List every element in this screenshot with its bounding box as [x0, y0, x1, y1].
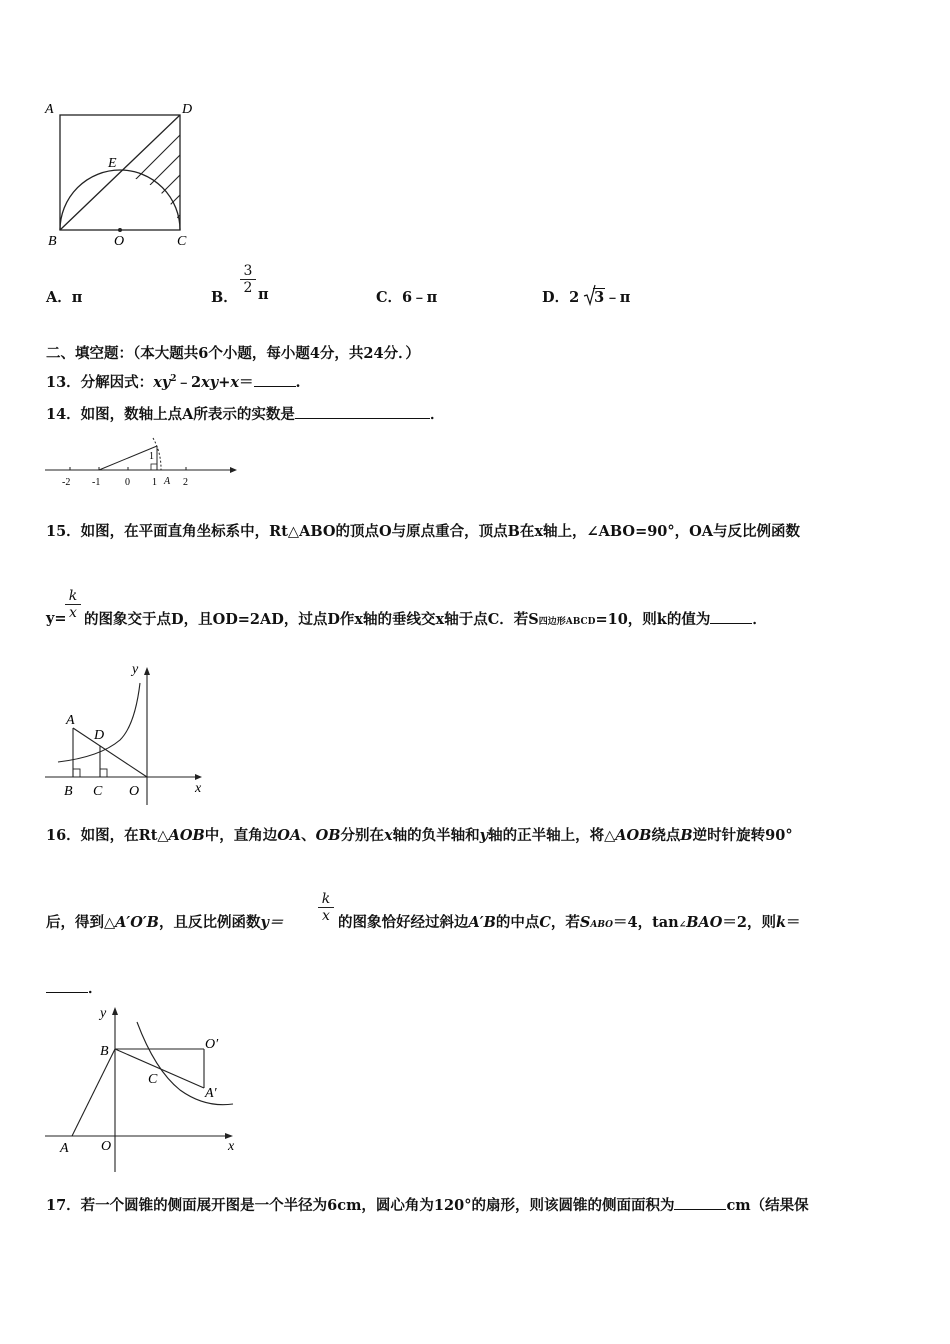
q15-answer-blank[interactable] [710, 609, 752, 624]
fig16-y: y [100, 1006, 107, 1021]
option-b-letter: B． [211, 289, 238, 306]
label-c: C [177, 234, 187, 249]
tick-neg2: -2 [62, 477, 71, 488]
fig16-a: A [60, 1141, 69, 1156]
q16-fraction: $\frac{k}{x}$ [318, 891, 334, 924]
fig16-c: C [148, 1072, 158, 1087]
option-c-letter: C． [376, 289, 403, 306]
question-16-line1: 16．如图，在Rt△AOB中，直角边OA、OB分别在x轴的负半轴和y轴的正半轴上，将△AOB绕点B逆时针旋转90° [46, 827, 793, 844]
q15-frac-den: x [69, 605, 77, 621]
option-a-letter: A． [46, 289, 72, 306]
q17-answer-blank[interactable] [674, 1195, 726, 1210]
height-label-1: 1 [149, 451, 154, 462]
q15-line2a: 的图象交于点D，且OD=2AD，过点D作x轴的垂线交x轴于点C．若S [84, 611, 539, 628]
fig15-a: A [66, 713, 75, 728]
label-a: A [45, 102, 54, 117]
q13-lead: 13．分解因式： [46, 373, 154, 391]
question-15-y-eq: y= [46, 610, 67, 627]
q13-answer-blank[interactable] [254, 372, 296, 387]
question-15-line1: 15．如图，在平面直角坐标系中，Rt△ABO的顶点O与原点重合，顶点B在x轴上，∠ABO=90°，OA与反比例函数 [46, 523, 801, 540]
question-16-line2b: 的图象恰好经过斜边A′B的中点C，若SABO＝4，tan∠BAO＝2，则k＝ [338, 914, 801, 931]
q14-answer-blank[interactable] [295, 404, 430, 419]
q13-expr-xy2: xy [201, 373, 219, 391]
label-d: D [182, 102, 193, 117]
q15-sub: 四边形ABCD [538, 617, 596, 627]
tick-1: 1 [152, 477, 157, 488]
option-d-tail: ﹣π [605, 289, 631, 306]
option-a[interactable] [46, 286, 82, 307]
tick-2: 2 [183, 477, 188, 488]
fig15-y: y [132, 662, 139, 677]
option-a-value: π [71, 289, 83, 306]
point-o [118, 228, 122, 232]
fig16-o: O [101, 1139, 112, 1154]
q13-expr-x: x [230, 373, 240, 391]
q17-unit: cm（结果保 [726, 1197, 809, 1214]
q15-fraction [65, 588, 81, 621]
question-17 [46, 1195, 809, 1216]
q15-end: ． [752, 611, 767, 628]
q15-figure [40, 655, 220, 805]
q16-answer-blank[interactable] [46, 978, 88, 993]
tick-neg1: -1 [92, 477, 101, 488]
question-16-line2a: 后，得到△A′O′B，且反比例函数y＝ [46, 914, 284, 931]
label-b: B [48, 234, 57, 249]
fig16-o-prime: O′ [205, 1037, 219, 1052]
q14-number-line [40, 432, 250, 492]
q12-figure [40, 95, 210, 255]
q13-expr-minus2: ﹣2 [176, 373, 202, 391]
fig15-c: C [93, 784, 103, 799]
point-a-label: A [164, 476, 171, 487]
fig15-x: x [195, 781, 202, 796]
option-d-coef: 2 [569, 289, 580, 306]
fig15-o: O [129, 784, 140, 799]
q17-text: 17．若一个圆锥的侧面展开图是一个半径为6cm，圆心角为120°的扇形，则该圆锥的侧面面积为 [46, 1197, 675, 1214]
q14-text: 14．如图，数轴上点A所表示的实数是 [46, 406, 295, 423]
fig15-d: D [94, 728, 105, 743]
option-d-radicand: 3 [594, 289, 605, 306]
option-b[interactable] [211, 286, 238, 307]
semicircle [60, 170, 180, 230]
question-16-answer: ． [46, 978, 103, 999]
section-2-heading: 二、填空题：（本大题共6个小题，每小题4分，共24分．） [46, 345, 420, 362]
q15-frac-num: k [65, 588, 81, 605]
option-b-pi: π [258, 286, 269, 303]
q13-expr-xy: xy [153, 373, 171, 391]
sqrt-icon [583, 284, 597, 306]
option-b-denominator: 2 [243, 280, 253, 296]
fig16-a-prime: A′ [205, 1086, 217, 1101]
fig16-x: x [228, 1139, 235, 1154]
question-14 [46, 404, 444, 425]
question-13 [46, 369, 301, 393]
fig15-b: B [64, 784, 73, 799]
tick-0: 0 [125, 477, 130, 488]
option-d-letter: D． [542, 289, 570, 306]
option-b-fraction [240, 263, 256, 296]
fig16-b: B [100, 1044, 109, 1059]
question-15-line2 [84, 609, 767, 632]
label-e: E [108, 156, 117, 171]
q13-expr-eq: ＝ [239, 373, 254, 391]
q15-line2b: =10，则k的值为 [595, 611, 711, 628]
option-b-numerator: 3 [240, 263, 256, 280]
option-c-value: 6﹣π [402, 289, 438, 306]
option-c[interactable] [376, 286, 437, 307]
q13-expr-sup: 2 [170, 374, 177, 384]
q13-expr-plus: + [218, 373, 231, 391]
label-o: O [114, 234, 125, 249]
q16-figure [40, 1000, 250, 1175]
q14-end: ． [429, 406, 445, 423]
q13-end: . [295, 373, 301, 391]
